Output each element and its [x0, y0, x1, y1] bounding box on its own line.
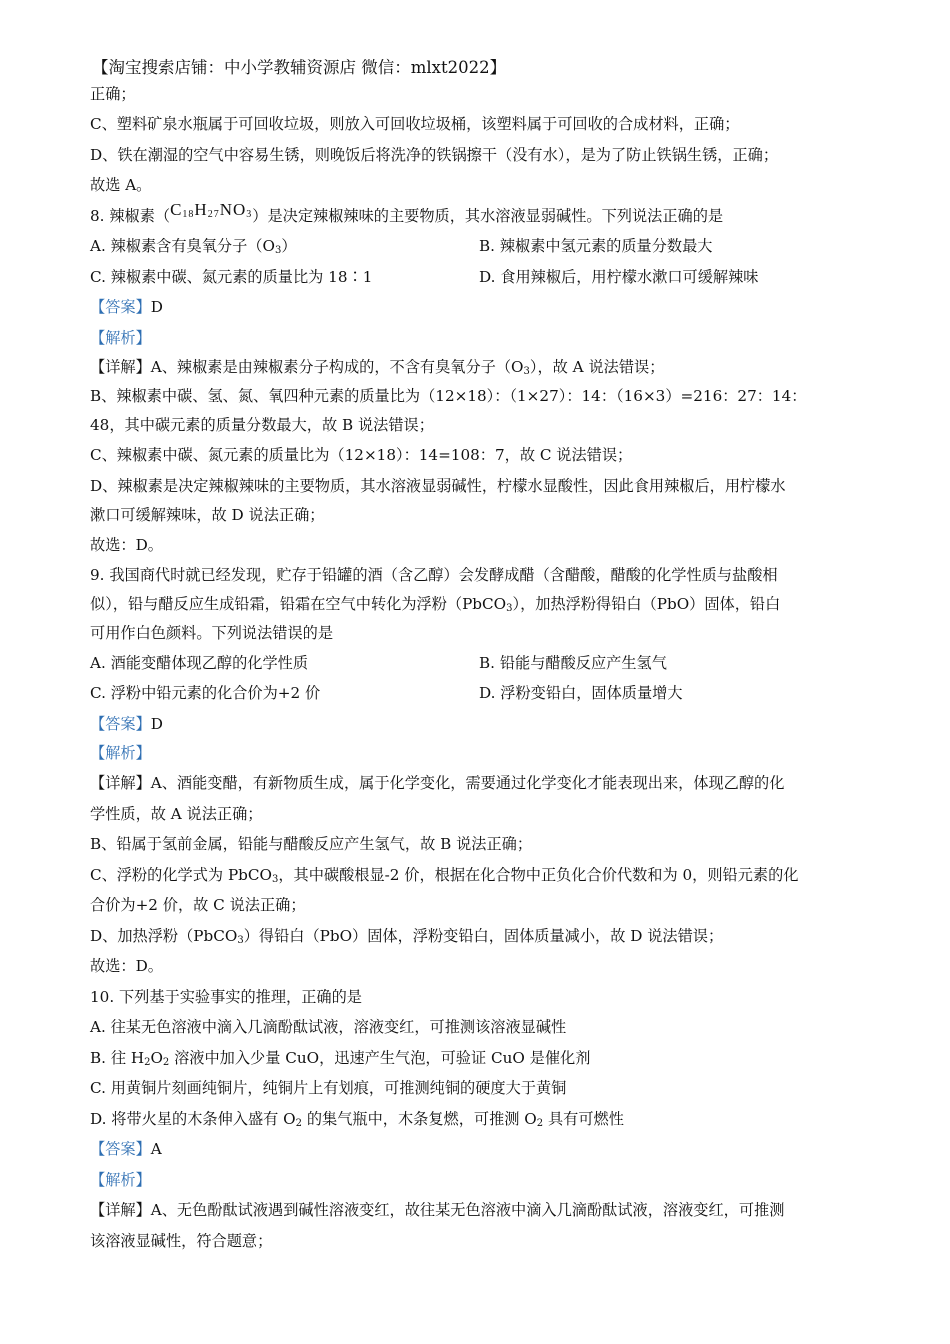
option-a: A. 辣椒素含有臭氧分子$(O_3)$: [90, 237, 297, 256]
question-stem: 9. 我国商代时就已经发现，贮存于铅罐的酒（含乙醇）会发酵成醋（含醋酸，醋酸的化学性质与盐酸相: [90, 565, 778, 584]
option-d: D. 浮粉变铅白，固体质量增大: [479, 684, 683, 702]
text-line: 漱口可缓解辣味，故 D 说法正确；: [90, 506, 325, 524]
option-b: B. 往 $H_2O_2$ 溶液中加入少量 CuO，迅速产生气泡，可验证 CuO 是催化剂: [90, 1048, 591, 1068]
chemical-formula: $C_{18}H_{27}NO_3$: [170, 199, 253, 220]
question-8: [90, 201, 860, 561]
options-row: [90, 262, 860, 293]
answer-value: D: [150, 298, 163, 316]
detail-label: 【详解】: [90, 774, 151, 792]
text-line: 故选 A。: [90, 176, 152, 194]
answer-line: [90, 292, 860, 323]
text-line: C、塑料矿泉水瓶属于可回收垃圾，则放入可回收垃圾桶，该塑料属于可回收的合成材料，正确；: [90, 115, 740, 133]
option-d: D. 食用辣椒后，用柠檬水漱口可缓解辣味: [479, 267, 759, 286]
text-line: C、浮粉的化学式为 PbCO$_3$，其中碳酸根显-2 价，根据在化合物中正负化合价代数和为 0，则铅元素的化: [90, 865, 799, 885]
answer-label: 【答案】: [90, 298, 151, 316]
analysis-label: 【解析】: [90, 328, 151, 347]
option-a: A. 往某无色溶液中滴入几滴酚酞试液，溶液变红，可推测该溶液显碱性: [90, 1018, 567, 1036]
text-line: 合价为+2 价，故 C 说法正确；: [90, 896, 306, 914]
question-stem: 似），铅与醋反应生成铅霜，铅霜在空气中转化为浮粉（PbCO$_3$），加热浮粉得铅白（PbO）固体，铅白: [90, 594, 781, 614]
detail-line: 【详解】A、无色酚酞试液遇到碱性溶液变红，故往某无色溶液中滴入几滴酚酞试液，溶液变红，可推测: [90, 1201, 785, 1219]
answer-line: [90, 1134, 860, 1165]
answer-value: A: [150, 1140, 162, 1158]
detail-line: 【详解】A、酒能变醋，有新物质生成，属于化学变化，需要通过化学变化才能表现出来，体现乙醇的化: [90, 774, 785, 792]
text-line: D、加热浮粉（PbCO$_3$）得铅白（PbO）固体，浮粉变铅白，固体质量减小，故 D 说法错误；: [90, 926, 724, 946]
text-line: 学性质，故 A 说法正确；: [90, 804, 263, 823]
option-b: B. 铅能与醋酸反应产生氢气: [479, 653, 667, 672]
question-stem: 8. 辣椒素$(C_{18}H_{27}NO_3)$是决定辣椒辣味的主要物质，其水溶液显弱碱性。下列说法正确的是: [90, 199, 724, 225]
page-header: 【淘宝搜索店铺：中小学教辅资源店 微信：mlxt2022】: [92, 58, 507, 77]
question-9: [90, 561, 860, 982]
conclusion: 故选：D。: [90, 536, 163, 554]
question-stem: 10. 下列基于实验事实的推理，正确的是: [90, 987, 362, 1006]
answer-line: [90, 709, 860, 740]
option-c: C. 浮粉中铅元素的化合价为+2 价: [90, 684, 321, 702]
options-row: [90, 648, 860, 679]
detail-line: 【详解】A、辣椒素是由辣椒素分子构成的，不含有臭氧分子$(O_3)$，故 A 说法错误；: [90, 358, 665, 377]
analysis-label: 【解析】: [90, 744, 151, 762]
text-line: D、铁在潮湿的空气中容易生锈，则晚饭后将洗净的铁锅擦干（没有水），是为了防止铁锅生锈，正确；: [90, 145, 779, 164]
text-line: D、辣椒素是决定辣椒辣味的主要物质，其水溶液显弱碱性，柠檬水显酸性，因此食用辣椒后，用柠檬水: [90, 476, 786, 495]
options-row: [90, 678, 860, 709]
option-c: C. 辣椒素中碳、氮元素的质量比为 18∶1: [90, 267, 373, 286]
options-row: [90, 231, 860, 262]
text-line: C、辣椒素中碳、氮元素的质量比为（12×18）：14=108：7，故 C 说法错误；: [90, 446, 633, 464]
text-line: B、辣椒素中碳、氢、氮、氧四种元素的质量比为（12×18）：（1×27）：14：（16×3）=216：27：14：: [90, 387, 807, 405]
detail-label: 【详解】: [90, 358, 151, 376]
option-b: B. 辣椒素中氢元素的质量分数最大: [479, 237, 713, 255]
document-page: [90, 56, 860, 1256]
previous-question-tail: [90, 80, 860, 201]
text-line: 48，其中碳元素的质量分数最大，故 B 说法错误；: [90, 416, 434, 434]
text-line: B、铅属于氢前金属，铅能与醋酸反应产生氢气，故 B 说法正确；: [90, 835, 533, 853]
conclusion: 故选：D。: [90, 957, 163, 975]
option-c: C. 用黄铜片刻画纯铜片，纯铜片上有划痕，可推测纯铜的硬度大于黄铜: [90, 1079, 567, 1097]
text-line: 该溶液显碱性，符合题意；: [90, 1231, 273, 1250]
answer-label: 【答案】: [90, 714, 151, 733]
question-10: [90, 982, 860, 1257]
answer-value: D: [150, 714, 163, 733]
detail-label: 【详解】: [90, 1201, 151, 1219]
option-a: A. 酒能变醋体现乙醇的化学性质: [90, 653, 309, 672]
question-stem: 可用作白色颜料。下列说法错误的是: [90, 623, 333, 642]
answer-label: 【答案】: [90, 1140, 151, 1158]
option-d: D. 将带火星的木条伸入盛有 $O_2$ 的集气瓶中，木条复燃，可推测 $O_2$ 具有可燃性: [90, 1109, 624, 1129]
text-line: 正确；: [90, 85, 136, 103]
analysis-label: 【解析】: [90, 1170, 151, 1189]
